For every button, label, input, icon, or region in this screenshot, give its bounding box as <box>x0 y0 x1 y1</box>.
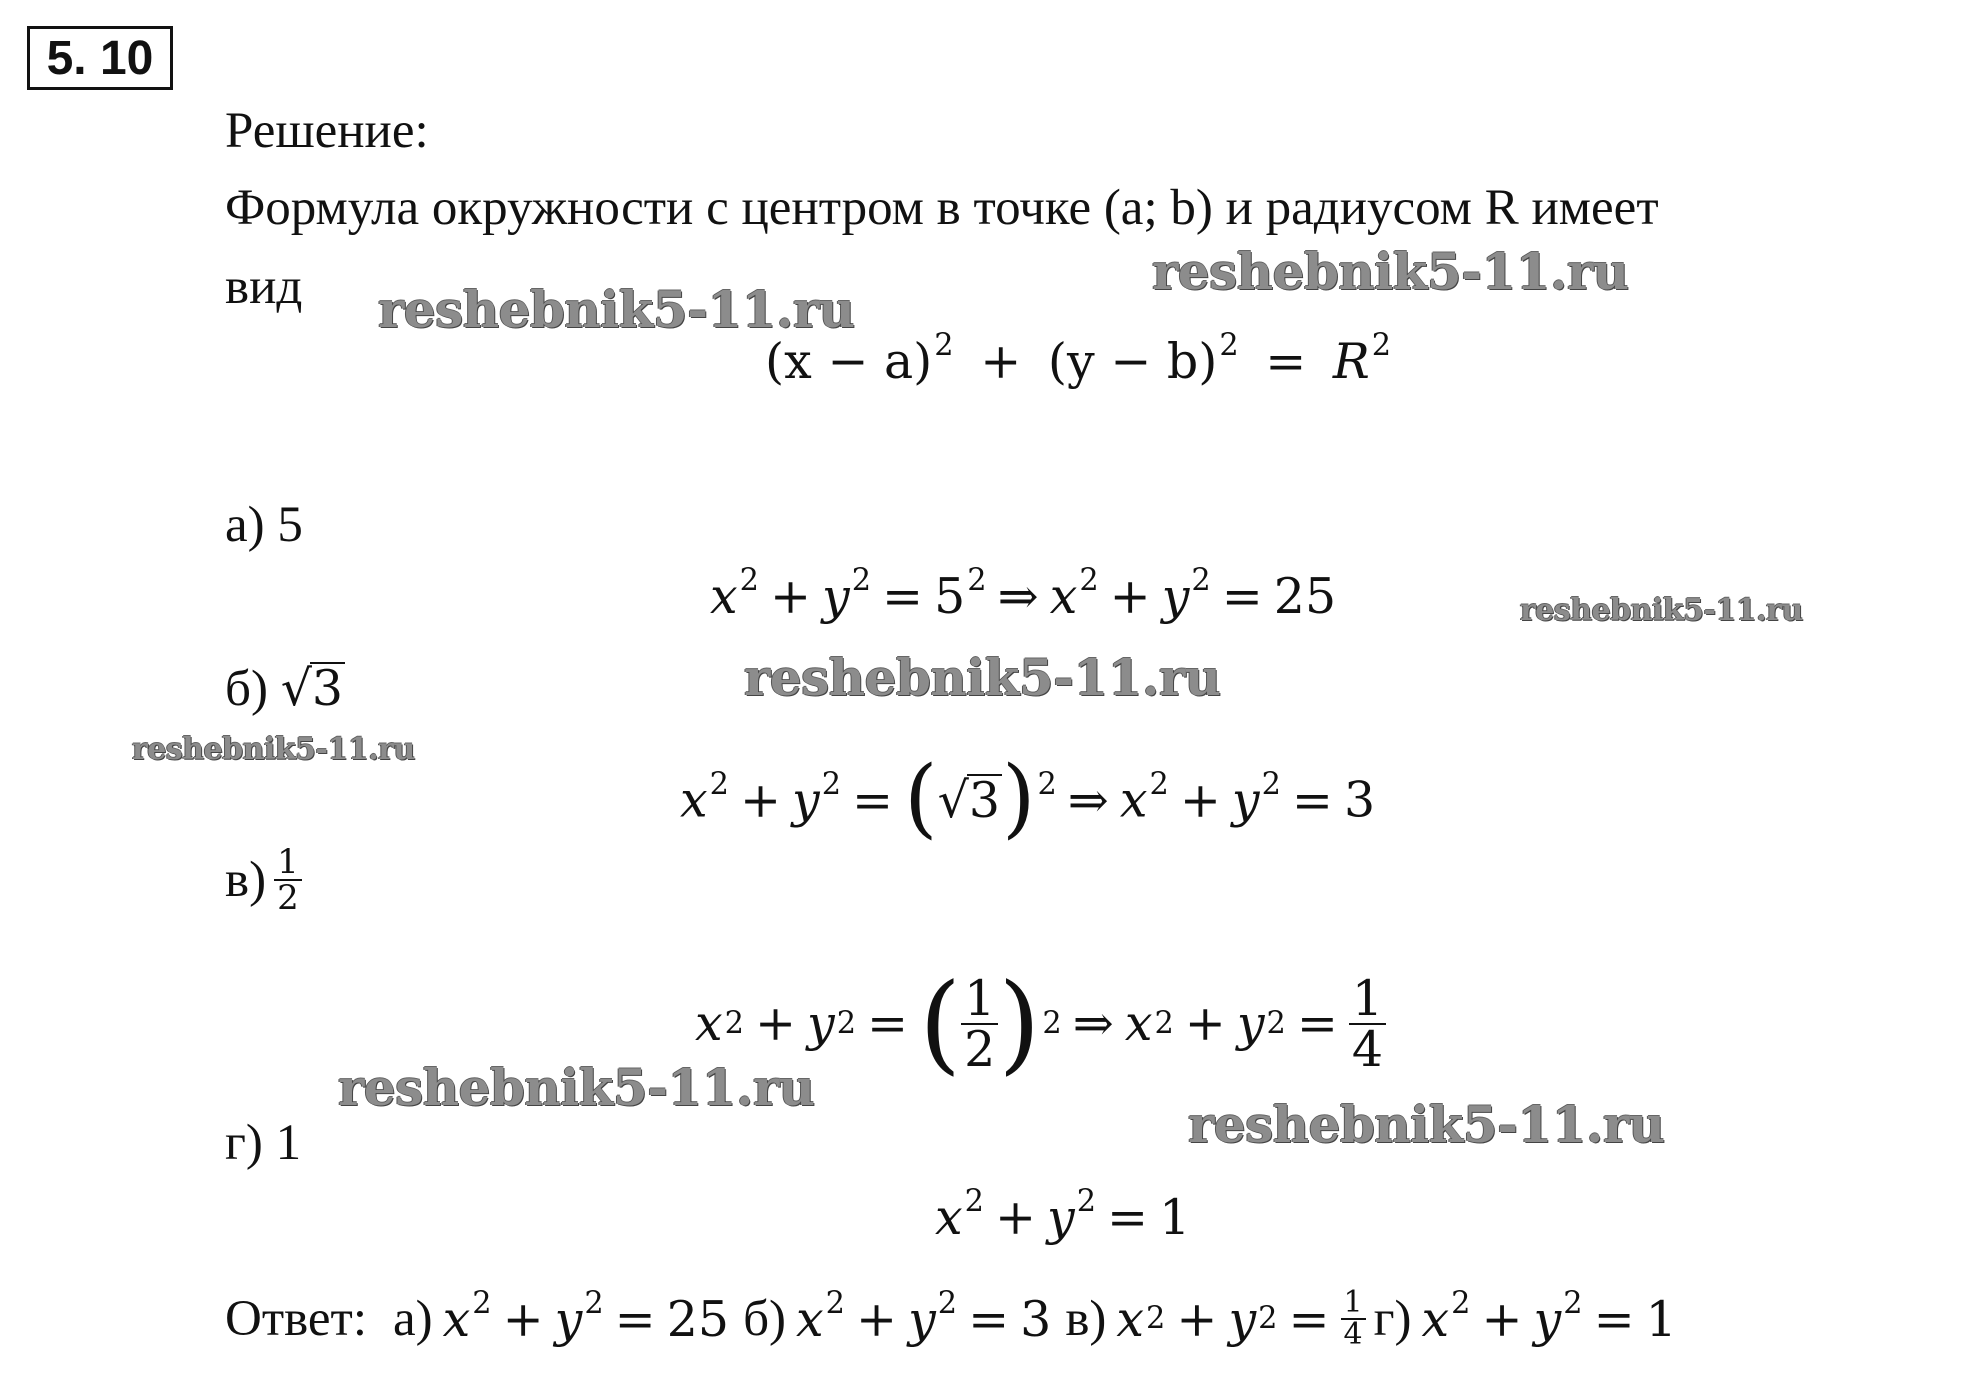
var-x: x <box>710 568 738 625</box>
answer-label: Ответ: <box>225 1290 367 1347</box>
exponent: 2 <box>967 563 987 599</box>
left-paren: ( <box>919 961 962 1086</box>
numerator: 1 <box>277 842 299 882</box>
result-value: 3 <box>1343 771 1376 829</box>
equation-b <box>680 748 1376 848</box>
part-a-label: а) 5 <box>225 497 303 553</box>
operator: + <box>1179 771 1221 829</box>
exponent: 2 <box>1371 328 1392 364</box>
watermark: reshebnik5-11.ru <box>744 648 1221 707</box>
var-x: x <box>1119 771 1148 829</box>
implies-symbol: ⇒ <box>1072 995 1114 1053</box>
answer-g-equation <box>1421 1285 1677 1348</box>
result-value: 25 <box>1273 568 1337 625</box>
var-x: x <box>1116 1290 1145 1348</box>
exponent: 2 <box>821 766 842 802</box>
operator: = <box>614 1290 656 1348</box>
var-y: y <box>822 568 850 625</box>
watermark: reshebnik5-11.ru <box>1188 1095 1665 1154</box>
exponent: 2 <box>1037 766 1057 802</box>
fraction <box>1341 1285 1366 1352</box>
operator: + <box>1176 1290 1218 1348</box>
var-x: x <box>1421 1290 1450 1348</box>
denominator: 2 <box>274 879 302 915</box>
operator: + <box>980 333 1022 390</box>
operator: = <box>852 771 894 829</box>
watermark: reshebnik5-11.ru <box>132 732 415 767</box>
formula-term-y: (y − b) <box>1047 333 1218 390</box>
answer-v-equation: x 2 + y 2 = $\frac{1}{4}$ <box>1116 1288 1365 1350</box>
answer-v-label: в) <box>1065 1290 1107 1347</box>
var-x: x <box>680 771 708 829</box>
operator: + <box>1184 995 1226 1053</box>
exponent: 2 <box>1191 563 1211 599</box>
exponent: 2 <box>851 563 872 599</box>
var-x: x <box>1049 568 1078 625</box>
equation-a <box>710 563 1337 625</box>
exponent: 2 <box>1261 766 1281 802</box>
sqrt-sign: √ <box>280 660 312 717</box>
var-x: x <box>695 995 723 1053</box>
exponent: 2 <box>709 766 729 802</box>
exponent: 2 <box>1451 1285 1471 1321</box>
equation-g <box>935 1184 1191 1246</box>
numerator: 1 <box>964 969 996 1027</box>
var-x: x <box>1124 995 1153 1053</box>
right-paren: ) <box>998 961 1041 1086</box>
exponent: 2 <box>472 1285 492 1321</box>
result-value: 1 <box>1645 1290 1677 1348</box>
var-x: x <box>935 1189 963 1246</box>
sqrt-expression <box>280 660 345 717</box>
answer-b-label: б) <box>743 1290 787 1347</box>
answer-line <box>225 1285 1677 1352</box>
var-y: y <box>1533 1290 1562 1348</box>
var-y: y <box>1161 568 1190 625</box>
operator: + <box>769 568 812 625</box>
fraction <box>1349 969 1386 1078</box>
exponent: 2 <box>1219 328 1239 364</box>
var-y: y <box>792 771 820 829</box>
var-y: y <box>1231 771 1260 829</box>
result-value: 3 <box>1020 1290 1052 1348</box>
intro-text-line2: вид <box>225 259 303 315</box>
sqrt-sign: √ <box>937 771 969 829</box>
formula-rhs: R <box>1332 333 1370 390</box>
rhs-base: 5 <box>934 568 966 625</box>
exponent: 2 <box>937 1285 958 1321</box>
denominator: 4 <box>1341 1318 1366 1350</box>
part-g-label: г) 1 <box>225 1115 302 1171</box>
exponent: 2 <box>964 1184 984 1220</box>
operator: + <box>739 771 782 829</box>
answer-a-label: а) <box>393 1290 433 1347</box>
operator: = <box>1265 333 1307 390</box>
answer-a-equation <box>442 1285 730 1348</box>
operator: = <box>968 1290 1010 1348</box>
exponent: 2 <box>825 1285 845 1321</box>
sqrt-expression <box>937 771 1002 829</box>
part-b-prefix: б) <box>225 661 268 717</box>
right-paren: ) <box>1002 748 1036 848</box>
radicand: 3 <box>311 660 344 717</box>
var-x: x <box>796 1290 824 1348</box>
circle-formula <box>765 328 1392 390</box>
operator: = <box>1291 771 1333 829</box>
var-y: y <box>1047 1189 1075 1246</box>
var-y: y <box>1228 1290 1257 1348</box>
fraction <box>961 969 998 1078</box>
operator: = <box>867 995 909 1053</box>
watermark: reshebnik5-11.ru <box>338 1058 815 1117</box>
exponent: 2 <box>1076 1184 1097 1220</box>
exponent: 2 <box>1079 563 1099 599</box>
operator: = <box>882 568 924 625</box>
var-y: y <box>908 1290 936 1348</box>
radicand: 3 <box>968 771 1000 829</box>
part-v-prefix: в) <box>225 851 267 908</box>
result-value: 25 <box>666 1290 730 1348</box>
fraction <box>274 842 302 918</box>
exponent: 2 <box>584 1285 604 1321</box>
var-y: y <box>1236 995 1265 1053</box>
implies-symbol: ⇒ <box>997 568 1039 625</box>
equation-v: x 2 + y 2 = ( $\frac{1}{2}$ ) 2 ⇒ x 2 + y 2 = $\frac{1}{4}$ <box>695 970 1386 1078</box>
exponent: 2 <box>1149 766 1169 802</box>
implies-symbol: ⇒ <box>1067 771 1109 829</box>
watermark: reshebnik5-11.ru <box>1520 593 1803 628</box>
operator: = <box>1593 1290 1635 1348</box>
intro-text-line1: Формула окружности с центром в точке (a; b) и радиусом R имеет <box>225 180 1659 236</box>
problem-number: 5. 10 <box>27 26 173 90</box>
operator: + <box>856 1290 898 1348</box>
part-b-label <box>225 662 345 715</box>
operator: + <box>502 1290 544 1348</box>
exponent: 2 <box>934 328 954 364</box>
operator: + <box>754 995 797 1053</box>
exponent: 2 <box>1563 1285 1583 1321</box>
part-v-label <box>225 842 302 918</box>
numerator: 1 <box>1351 969 1384 1027</box>
operator: = <box>1221 568 1263 625</box>
result-value: 1 <box>1159 1189 1191 1246</box>
denominator: 2 <box>961 1023 998 1074</box>
formula-term-x: (x − a) <box>765 333 933 390</box>
solution-heading: Решение: <box>225 103 429 159</box>
operator: = <box>1288 1290 1330 1348</box>
answer-b-equation <box>796 1285 1052 1348</box>
var-y: y <box>554 1290 583 1348</box>
operator: + <box>1109 568 1151 625</box>
operator: = <box>1296 995 1338 1053</box>
var-x: x <box>442 1290 471 1348</box>
left-paren: ( <box>904 748 938 848</box>
numerator: 1 <box>1343 1285 1363 1320</box>
denominator: 4 <box>1349 1023 1386 1074</box>
watermark: reshebnik5-11.ru <box>1152 242 1629 301</box>
watermark: reshebnik5-11.ru <box>378 280 855 339</box>
operator: = <box>1107 1189 1149 1246</box>
answer-g-label: г) <box>1373 1290 1412 1347</box>
var-y: y <box>807 995 835 1053</box>
operator: + <box>1481 1290 1523 1348</box>
operator: + <box>994 1189 1037 1246</box>
exponent: 2 <box>739 563 759 599</box>
